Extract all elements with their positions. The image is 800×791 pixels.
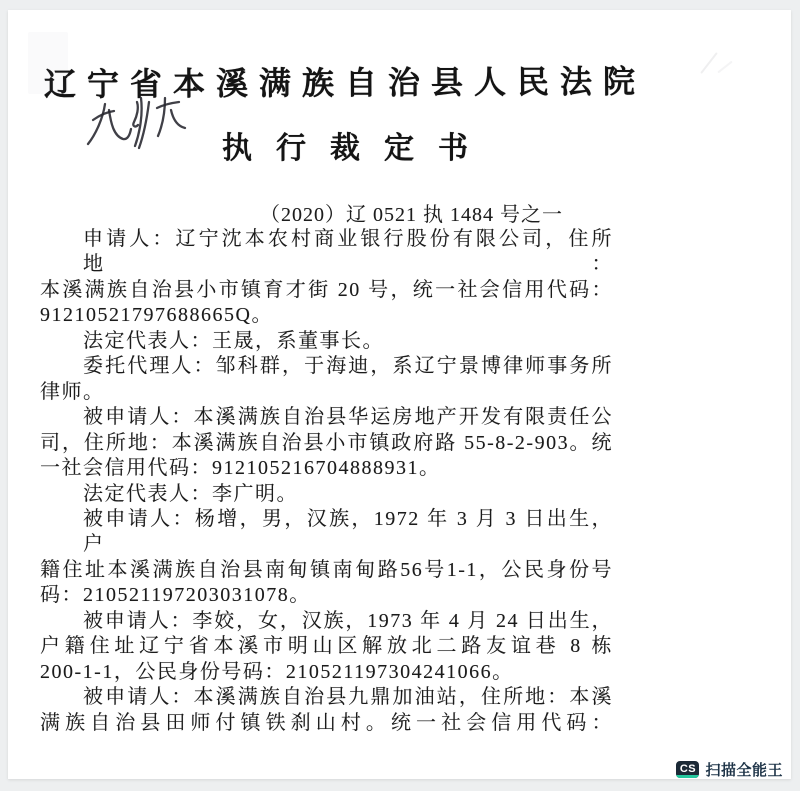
- body-line: 申请人：辽宁沈本农村商业银行股份有限公司，住所地：: [83, 228, 613, 276]
- document-title: 执行裁定书: [222, 132, 492, 165]
- document-page: [8, 10, 791, 779]
- body-line: 91210521797688665Q。: [40, 304, 273, 327]
- body-line: 被申请人：本溪满族自治县九鼎加油站，住所地：本溪: [83, 686, 613, 709]
- body-line: 满族自治县田师付镇铁刹山村。统一社会信用代码：: [40, 711, 613, 734]
- scan-smudge: [717, 61, 732, 74]
- body-line: 法定代表人：李广明。: [83, 482, 298, 505]
- body-line: 200-1-1，公民身份号码：210521197304241066。: [40, 660, 514, 683]
- camscanner-watermark: [676, 759, 783, 780]
- body-line: 籍住址本溪满族自治县南甸镇南甸路56号1-1，公民身份号: [40, 558, 613, 581]
- body-line: 被申请人：杨增，男，汉族，1972 年 3 月 3 日出生，户: [83, 507, 613, 556]
- case-number: （2020）辽 0521 执 1484 号之一: [260, 204, 563, 226]
- camscanner-logo-badge: [676, 761, 699, 778]
- body-line: 法定代表人：王晟，系董事长。: [83, 329, 384, 352]
- body-line: 司，住所地：本溪满族自治县小市镇政府路 55-8-2-903。统: [40, 431, 613, 454]
- scan-smudge: [700, 52, 718, 74]
- body-line: 一社会信用代码：912105216704888931。: [40, 457, 441, 480]
- body-line: 被申请人：李姣，女，汉族，1973 年 4 月 24 日出生，: [83, 609, 613, 632]
- cs-logo-text: CS: [679, 762, 697, 775]
- body-line: 户籍住址辽宁省本溪市明山区解放北二路友谊巷 8 栋: [40, 635, 613, 658]
- document-body: [40, 227, 613, 736]
- body-line: 码：210521197203031078。: [40, 584, 311, 607]
- court-name: 辽宁省本溪满族自治县人民法院: [43, 63, 647, 103]
- body-line: 律师。: [40, 380, 105, 403]
- body-line: 被申请人：本溪满族自治县华运房地产开发有限责任公: [83, 406, 613, 429]
- body-line: 委托代理人：邹科群，于海迪，系辽宁景博律师事务所: [83, 355, 613, 378]
- camscanner-label: 扫描全能王: [705, 762, 783, 779]
- scan-smudge: [28, 32, 68, 94]
- body-line: 本溪满族自治县小市镇育才街 20 号，统一社会信用代码：: [40, 278, 613, 301]
